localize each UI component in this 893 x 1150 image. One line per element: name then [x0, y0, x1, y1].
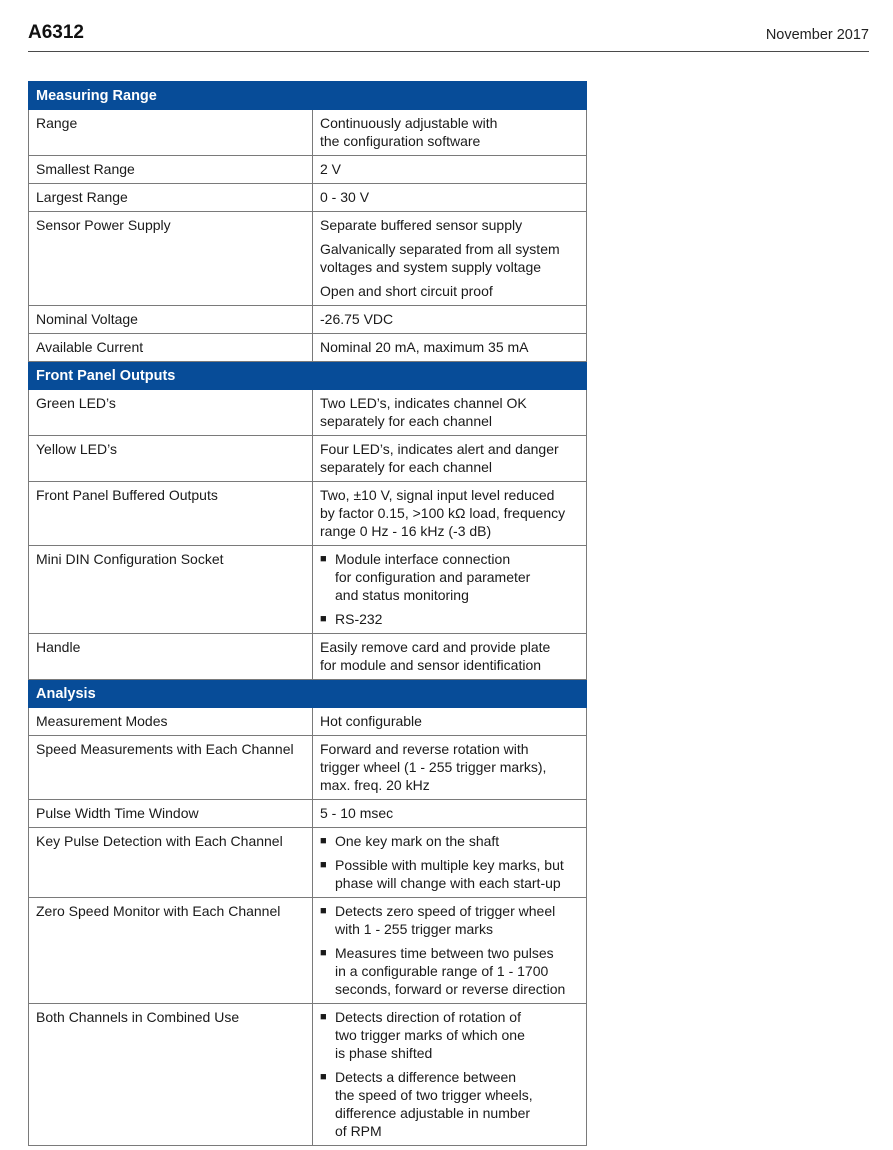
value-paragraph: Hot configurable	[320, 713, 422, 729]
value-paragraph: 2 V	[320, 161, 342, 177]
spec-label: Available Current	[29, 334, 313, 362]
bullet-text: Detects direction of rotation of two trigger marks of which one is phase shifted	[335, 1009, 525, 1061]
bullet-square-icon: ■	[320, 1011, 327, 1023]
specification-table	[28, 81, 587, 1146]
bullet-item	[320, 1068, 579, 1140]
spec-label: Smallest Range	[29, 156, 313, 184]
value-paragraph: -26.75 VDC	[320, 311, 394, 327]
value-paragraph: Continuously adjustable with the configuration software	[320, 115, 498, 149]
spec-row	[29, 708, 587, 736]
spec-row	[29, 306, 587, 334]
spec-row	[29, 390, 587, 436]
bullet-square-icon: ■	[320, 905, 327, 917]
spec-label: Handle	[29, 634, 313, 680]
spec-label: Speed Measurements with Each Channel	[29, 736, 313, 800]
bullet-square-icon: ■	[320, 947, 327, 959]
spec-value	[313, 212, 587, 306]
spec-label: Key Pulse Detection with Each Channel	[29, 828, 313, 898]
spec-row	[29, 1004, 587, 1146]
bullet-text: Module interface connection for configuration and parameter and status monitoring	[335, 551, 531, 603]
spec-value	[313, 482, 587, 546]
bullet-square-icon: ■	[320, 613, 327, 625]
bullet-item	[320, 856, 579, 892]
bullet-text: One key mark on the shaft	[335, 833, 500, 849]
spec-row	[29, 634, 587, 680]
spec-value	[313, 828, 587, 898]
spec-value	[313, 708, 587, 736]
spec-row	[29, 898, 587, 1004]
spec-row	[29, 828, 587, 898]
spec-value	[313, 546, 587, 634]
spec-value	[313, 334, 587, 362]
page-header	[28, 22, 869, 52]
value-paragraph: Two LED’s, indicates channel OK separately for each channel	[320, 395, 527, 429]
spec-value	[313, 736, 587, 800]
value-paragraph: Nominal 20 mA, maximum 35 mA	[320, 339, 529, 355]
spec-value	[313, 634, 587, 680]
value-paragraph: Forward and reverse rotation with trigger wheel (1 - 255 trigger marks), max. freq. 20 kHz	[320, 741, 547, 793]
spec-row	[29, 736, 587, 800]
bullet-text: Measures time between two pulses in a configurable range of 1 - 1700 seconds, forward or reverse direction	[335, 945, 566, 997]
spec-label: Zero Speed Monitor with Each Channel	[29, 898, 313, 1004]
spec-row	[29, 184, 587, 212]
value-paragraph: 5 - 10 msec	[320, 805, 394, 821]
spec-value	[313, 436, 587, 482]
bullet-square-icon: ■	[320, 835, 327, 847]
section-title: Analysis	[29, 680, 587, 708]
bullet-item	[320, 902, 579, 938]
spec-row	[29, 110, 587, 156]
bullet-text: Detects a difference between the speed of two trigger wheels, difference adjustable in number of RPM	[335, 1069, 533, 1139]
spec-row	[29, 156, 587, 184]
value-paragraph: Open and short circuit proof	[320, 283, 493, 299]
bullet-square-icon: ■	[320, 1071, 327, 1083]
spec-label: Sensor Power Supply	[29, 212, 313, 306]
value-paragraph: 0 - 30 V	[320, 189, 370, 205]
spec-label: Nominal Voltage	[29, 306, 313, 334]
spec-label: Pulse Width Time Window	[29, 800, 313, 828]
spec-value	[313, 110, 587, 156]
spec-row	[29, 334, 587, 362]
spec-label: Mini DIN Configuration Socket	[29, 546, 313, 634]
bullet-text: RS-232	[335, 611, 383, 627]
value-paragraph: Easily remove card and provide plate for module and sensor identification	[320, 639, 551, 673]
value-paragraph: Galvanically separated from all system voltages and system supply voltage	[320, 241, 560, 275]
value-paragraph: Two, ±10 V, signal input level reduced by factor 0.15, >100 kΩ load, frequency range 0 Hz - 16 kHz (-3 dB)	[320, 487, 566, 539]
spec-value	[313, 390, 587, 436]
section-title: Front Panel Outputs	[29, 362, 587, 390]
spec-row	[29, 212, 587, 306]
section-header-row	[29, 82, 587, 110]
document-date: November 2017	[765, 27, 869, 43]
spec-label: Measurement Modes	[29, 708, 313, 736]
section-title: Measuring Range	[29, 82, 587, 110]
spec-row	[29, 546, 587, 634]
spec-label: Range	[29, 110, 313, 156]
bullet-item	[320, 550, 579, 604]
bullet-square-icon: ■	[320, 553, 327, 565]
value-paragraph: Four LED’s, indicates alert and danger separately for each channel	[320, 441, 559, 475]
spec-value	[313, 306, 587, 334]
spec-label: Largest Range	[29, 184, 313, 212]
spec-value	[313, 898, 587, 1004]
bullet-item	[320, 832, 579, 850]
spec-label: Green LED’s	[29, 390, 313, 436]
spec-row	[29, 800, 587, 828]
spec-row	[29, 436, 587, 482]
bullet-item	[320, 944, 579, 998]
spec-label: Both Channels in Combined Use	[29, 1004, 313, 1146]
spec-label: Yellow LED’s	[29, 436, 313, 482]
bullet-text: Possible with multiple key marks, but phase will change with each start-up	[335, 857, 564, 891]
document-id: A6312	[28, 22, 84, 43]
spec-value	[313, 1004, 587, 1146]
bullet-item	[320, 1008, 579, 1062]
section-header-row	[29, 680, 587, 708]
value-paragraph: Separate buffered sensor supply	[320, 217, 523, 233]
bullet-text: Detects zero speed of trigger wheel with 1 - 255 trigger marks	[335, 903, 556, 937]
spec-row	[29, 482, 587, 546]
section-header-row	[29, 362, 587, 390]
spec-value	[313, 800, 587, 828]
bullet-square-icon: ■	[320, 859, 327, 871]
spec-label: Front Panel Buffered Outputs	[29, 482, 313, 546]
bullet-item	[320, 610, 579, 628]
spec-value	[313, 156, 587, 184]
spec-value	[313, 184, 587, 212]
